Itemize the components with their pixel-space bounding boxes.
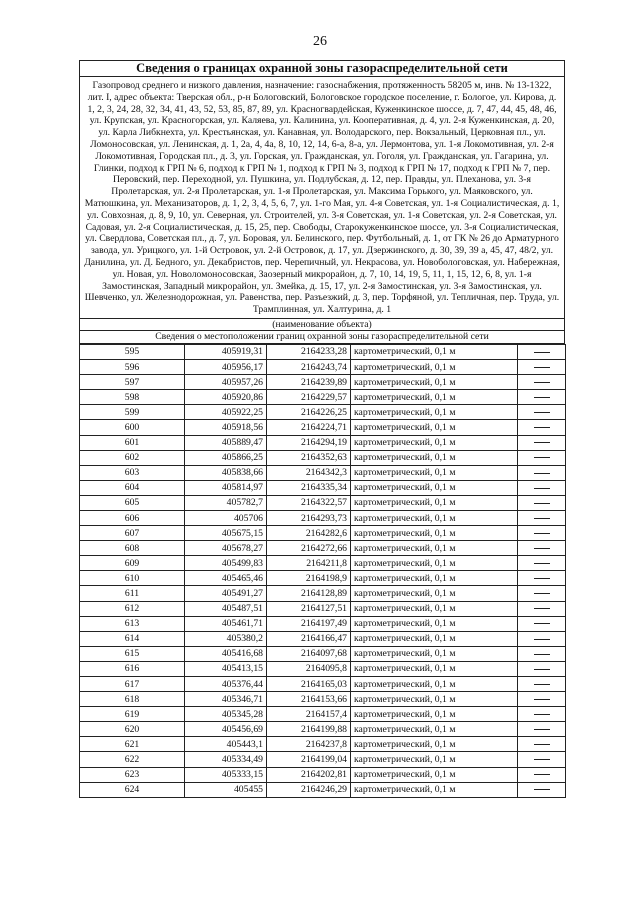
table-row bbox=[80, 375, 566, 390]
point-number: 602 bbox=[80, 450, 185, 465]
y-coordinate: 2164095,8 bbox=[267, 661, 351, 676]
point-number: 618 bbox=[80, 692, 185, 707]
determination-method: картометрический, 0,1 м bbox=[351, 661, 518, 676]
x-coordinate: 405487,51 bbox=[185, 601, 267, 616]
x-coordinate: 405380,2 bbox=[185, 631, 267, 646]
table-row bbox=[80, 692, 566, 707]
point-number: 614 bbox=[80, 631, 185, 646]
table-row bbox=[80, 616, 566, 631]
x-coordinate: 405678,27 bbox=[185, 541, 267, 556]
description-cell bbox=[518, 616, 566, 631]
description-cell bbox=[518, 541, 566, 556]
y-coordinate: 2164165,03 bbox=[267, 677, 351, 692]
description-cell bbox=[518, 737, 566, 752]
y-coordinate: 2164229,57 bbox=[267, 390, 351, 405]
description-cell bbox=[518, 556, 566, 571]
description-cell bbox=[518, 707, 566, 722]
determination-method: картометрический, 0,1 м bbox=[351, 601, 518, 616]
dash-mark bbox=[534, 397, 550, 398]
x-coordinate: 405918,56 bbox=[185, 420, 267, 435]
section-title: Сведения о границах охранной зоны газораспределительной сети bbox=[79, 60, 565, 77]
x-coordinate: 405461,71 bbox=[185, 616, 267, 631]
point-number: 598 bbox=[80, 390, 185, 405]
dash-mark bbox=[534, 352, 550, 353]
description-cell bbox=[518, 344, 566, 359]
determination-method: картометрический, 0,1 м bbox=[351, 737, 518, 752]
table-row bbox=[80, 390, 566, 405]
x-coordinate: 405957,26 bbox=[185, 375, 267, 390]
description-cell bbox=[518, 692, 566, 707]
point-number: 610 bbox=[80, 571, 185, 586]
y-coordinate: 2164157,4 bbox=[267, 707, 351, 722]
dash-mark bbox=[534, 639, 550, 640]
point-number: 605 bbox=[80, 495, 185, 510]
x-coordinate: 405416,68 bbox=[185, 646, 267, 661]
x-coordinate: 405413,15 bbox=[185, 661, 267, 676]
determination-method: картометрический, 0,1 м bbox=[351, 435, 518, 450]
dash-mark bbox=[534, 563, 550, 564]
point-number: 612 bbox=[80, 601, 185, 616]
determination-method: картометрический, 0,1 м bbox=[351, 360, 518, 375]
x-coordinate: 405889,47 bbox=[185, 435, 267, 450]
y-coordinate: 2164233,28 bbox=[267, 344, 351, 359]
y-coordinate: 2164243,74 bbox=[267, 360, 351, 375]
dash-mark bbox=[534, 382, 550, 383]
y-coordinate: 2164246,29 bbox=[267, 782, 351, 797]
point-number: 615 bbox=[80, 646, 185, 661]
description-cell bbox=[518, 405, 566, 420]
x-coordinate: 405499,83 bbox=[185, 556, 267, 571]
y-coordinate: 2164293,73 bbox=[267, 510, 351, 525]
dash-mark bbox=[534, 367, 550, 368]
table-row bbox=[80, 405, 566, 420]
description-cell bbox=[518, 465, 566, 480]
description-cell bbox=[518, 526, 566, 541]
x-coordinate: 405465,46 bbox=[185, 571, 267, 586]
y-coordinate: 2164335,34 bbox=[267, 480, 351, 495]
point-number: 613 bbox=[80, 616, 185, 631]
description-cell bbox=[518, 586, 566, 601]
x-coordinate: 405919,31 bbox=[185, 344, 267, 359]
table-row bbox=[80, 571, 566, 586]
dash-mark bbox=[534, 427, 550, 428]
point-number: 606 bbox=[80, 510, 185, 525]
description-cell bbox=[518, 571, 566, 586]
x-coordinate: 405956,17 bbox=[185, 360, 267, 375]
y-coordinate: 2164237,8 bbox=[267, 737, 351, 752]
point-number: 622 bbox=[80, 752, 185, 767]
determination-method: картометрический, 0,1 м bbox=[351, 480, 518, 495]
table-row bbox=[80, 586, 566, 601]
dash-mark bbox=[534, 608, 550, 609]
description-cell bbox=[518, 646, 566, 661]
page-number: 26 bbox=[313, 34, 327, 49]
determination-method: картометрический, 0,1 м bbox=[351, 692, 518, 707]
dash-mark bbox=[534, 473, 550, 474]
point-number: 607 bbox=[80, 526, 185, 541]
location-section-title: Сведения о местоположении границ охранной зоны газораспределительной сети bbox=[79, 331, 565, 344]
description-cell bbox=[518, 631, 566, 646]
table-row bbox=[80, 677, 566, 692]
dash-mark bbox=[534, 729, 550, 730]
table-row bbox=[80, 510, 566, 525]
table-row bbox=[80, 480, 566, 495]
x-coordinate: 405920,86 bbox=[185, 390, 267, 405]
point-number: 601 bbox=[80, 435, 185, 450]
x-coordinate: 405333,15 bbox=[185, 767, 267, 782]
determination-method: картометрический, 0,1 м bbox=[351, 510, 518, 525]
point-number: 596 bbox=[80, 360, 185, 375]
x-coordinate: 405782,7 bbox=[185, 495, 267, 510]
y-coordinate: 2164197,49 bbox=[267, 616, 351, 631]
x-coordinate: 405334,49 bbox=[185, 752, 267, 767]
determination-method: картометрический, 0,1 м bbox=[351, 722, 518, 737]
dash-mark bbox=[534, 714, 550, 715]
x-coordinate: 405346,71 bbox=[185, 692, 267, 707]
point-number: 604 bbox=[80, 480, 185, 495]
y-coordinate: 2164127,51 bbox=[267, 601, 351, 616]
dash-mark bbox=[534, 699, 550, 700]
determination-method: картометрический, 0,1 м bbox=[351, 707, 518, 722]
point-number: 609 bbox=[80, 556, 185, 571]
y-coordinate: 2164272,66 bbox=[267, 541, 351, 556]
dash-mark bbox=[534, 744, 550, 745]
dash-mark bbox=[534, 548, 550, 549]
determination-method: картометрический, 0,1 м bbox=[351, 405, 518, 420]
description-cell bbox=[518, 495, 566, 510]
description-cell bbox=[518, 390, 566, 405]
dash-mark bbox=[534, 789, 550, 790]
table-row bbox=[80, 450, 566, 465]
dash-mark bbox=[534, 759, 550, 760]
point-number: 597 bbox=[80, 375, 185, 390]
y-coordinate: 2164239,89 bbox=[267, 375, 351, 390]
table-row bbox=[80, 752, 566, 767]
table-row bbox=[80, 737, 566, 752]
dash-mark bbox=[534, 684, 550, 685]
determination-method: картометрический, 0,1 м bbox=[351, 344, 518, 359]
determination-method: картометрический, 0,1 м bbox=[351, 375, 518, 390]
description-cell bbox=[518, 752, 566, 767]
x-coordinate: 405345,28 bbox=[185, 707, 267, 722]
document-body bbox=[79, 60, 565, 798]
dash-mark bbox=[534, 488, 550, 489]
determination-method: картометрический, 0,1 м bbox=[351, 450, 518, 465]
determination-method: картометрический, 0,1 м bbox=[351, 556, 518, 571]
x-coordinate: 405838,66 bbox=[185, 465, 267, 480]
dash-mark bbox=[534, 593, 550, 594]
determination-method: картометрический, 0,1 м bbox=[351, 616, 518, 631]
description-cell bbox=[518, 510, 566, 525]
description-cell bbox=[518, 782, 566, 797]
x-coordinate: 405706 bbox=[185, 510, 267, 525]
table-row bbox=[80, 556, 566, 571]
point-number: 599 bbox=[80, 405, 185, 420]
point-number: 617 bbox=[80, 677, 185, 692]
y-coordinate: 2164282,6 bbox=[267, 526, 351, 541]
description-cell bbox=[518, 480, 566, 495]
determination-method: картометрический, 0,1 м bbox=[351, 541, 518, 556]
description-cell bbox=[518, 722, 566, 737]
x-coordinate: 405866,25 bbox=[185, 450, 267, 465]
determination-method: картометрический, 0,1 м bbox=[351, 631, 518, 646]
table-row bbox=[80, 465, 566, 480]
point-number: 611 bbox=[80, 586, 185, 601]
determination-method: картометрический, 0,1 м bbox=[351, 646, 518, 661]
object-description: Газопровод среднего и низкого давления, назначение: газоснабжения, протяженность 58205 м, инв. № 13-1322, лит. I, адрес объекта: Тверская обл., р-н Бологовский, Бологовское городское поселение, г. Бологое, ул. Кирова, д. 1, 2, 3, 24, 28, 32, 34, 41, 43, 52, 53, 85, 87, 89, ул. Красногвардейская, Куженкинское шоссе, д. 7, 47, 44, 45, 48, 46, ул. Крупская, ул. Красногорская, ул. Каляева, ул. Калинина, ул. Кооперативная, д. 4, ул. 2-я Куженкинская, д. 20, ул. Карла Либкнехта, ул. Крестьянская, ул. Канавная, ул. Володарского, пер. Вокзальный, Церковная пл., ул. Ломоносовская, ул. Ленинская, д. 1, 2а, 4, 4а, 8, 10, 12, 14, 6-а, 8-а, ул. Лермонтова, ул. 1-я Локомотивная, ул. 2-я Локомотивная, Городская пл., д. 3, ул. Горская, ул. Гражданская, ул. Гоголя, ул. Гражданская, ул. Гагарина, ул. Глинки, подход к ГРП № 6, подход к ГРП № 1, подход к ГРП № 3, подход к ГРП № 17, подход к ГРП № 7, пер. Перовский, пер. Переходной, ул. Пушкина, ул. Подлубская, д. 12, пер. Правды, ул. Плеханова, ул. 3-я Пролетарская, ул. 2-я Пролетарская, ул. 1-я Пролетарская, ул. Максима Горького, ул. Маяковского, ул. Матюшкина, ул. Механизаторов, д. 1, 2, 3, 4, 5, 6, 7, ул. 1-го Мая, ул. 4-я Советская, ул. 1-я Социалистическая, д. 1, ул. Совхозная, д. 8, 9, 10, ул. Северная, ул. Строителей, ул. 3-я Советская, ул. 1-я Советская, ул. 2-я Советская, ул. Садовая, ул. 2-я Социалистическая, д. 15, 25, пер. Свободы, Старокуженкинское шоссе, ул. 3-я Социалистическая, ул. Свердлова, Советская пл., д. 7, ул. Боровая, ул. Белинского, пер. Футбольный, д. 1, от ГК № 26 до Арматурного завода, ул. Урицкого, ул. 1-й Островок, ул. 2-й Островок, д. 17, ул. Дзержинского, д. 30, 39, 39 а, 45, 47, 48/2, ул. Данилина, ул. Д. Бедного, ул. Декабристов, пер. Черепичный, ул. Некрасова, ул. Новобологовская, ул. Набережная, ул. Новая, ул. Новоломоносовская, Заозерный микрорайон, д. 7, 10, 14, 19, 5, 11, 1, 15, 12, 6, 8, ул. 1-я Замостинская, Западный микрорайон, ул. Змейка, д. 15, 17, ул. 2-я Замостинская, ул. 3-я Замостинская, ул. Шевченко, ул. Железнодорожная, ул. Равенства, пер. Разъезжий, д. 3, пер. Торфяной, ул. Тепличная, пер. Труда, ул. Трамплинная, ул. Халтурина, д. 1 bbox=[79, 77, 565, 319]
point-number: 603 bbox=[80, 465, 185, 480]
y-coordinate: 2164166,47 bbox=[267, 631, 351, 646]
determination-method: картометрический, 0,1 м bbox=[351, 390, 518, 405]
table-row bbox=[80, 360, 566, 375]
table-row bbox=[80, 601, 566, 616]
determination-method: картометрический, 0,1 м bbox=[351, 571, 518, 586]
dash-mark bbox=[534, 623, 550, 624]
dash-mark bbox=[534, 533, 550, 534]
y-coordinate: 2164128,89 bbox=[267, 586, 351, 601]
description-cell bbox=[518, 360, 566, 375]
point-number: 623 bbox=[80, 767, 185, 782]
description-cell bbox=[518, 601, 566, 616]
x-coordinate: 405814,97 bbox=[185, 480, 267, 495]
determination-method: картометрический, 0,1 м bbox=[351, 586, 518, 601]
dash-mark bbox=[534, 457, 550, 458]
y-coordinate: 2164294,19 bbox=[267, 435, 351, 450]
x-coordinate: 405922,25 bbox=[185, 405, 267, 420]
y-coordinate: 2164199,04 bbox=[267, 752, 351, 767]
table-row bbox=[80, 344, 566, 359]
coordinates-table bbox=[79, 344, 566, 798]
point-number: 595 bbox=[80, 344, 185, 359]
point-number: 621 bbox=[80, 737, 185, 752]
x-coordinate: 405491,27 bbox=[185, 586, 267, 601]
table-row bbox=[80, 707, 566, 722]
table-row bbox=[80, 722, 566, 737]
x-coordinate: 405456,69 bbox=[185, 722, 267, 737]
y-coordinate: 2164202,81 bbox=[267, 767, 351, 782]
description-cell bbox=[518, 375, 566, 390]
y-coordinate: 2164198,9 bbox=[267, 571, 351, 586]
point-number: 624 bbox=[80, 782, 185, 797]
determination-method: картометрический, 0,1 м bbox=[351, 526, 518, 541]
dash-mark bbox=[534, 412, 550, 413]
description-cell bbox=[518, 661, 566, 676]
table-row bbox=[80, 495, 566, 510]
x-coordinate: 405675,15 bbox=[185, 526, 267, 541]
x-coordinate: 405443,1 bbox=[185, 737, 267, 752]
determination-method: картометрический, 0,1 м bbox=[351, 420, 518, 435]
description-cell bbox=[518, 450, 566, 465]
description-cell bbox=[518, 767, 566, 782]
object-name-caption: (наименование объекта) bbox=[79, 319, 565, 331]
x-coordinate: 405376,44 bbox=[185, 677, 267, 692]
table-row bbox=[80, 526, 566, 541]
determination-method: картометрический, 0,1 м bbox=[351, 752, 518, 767]
table-row bbox=[80, 420, 566, 435]
y-coordinate: 2164224,71 bbox=[267, 420, 351, 435]
dash-mark bbox=[534, 503, 550, 504]
dash-mark bbox=[534, 578, 550, 579]
table-row bbox=[80, 646, 566, 661]
table-row bbox=[80, 767, 566, 782]
y-coordinate: 2164322,57 bbox=[267, 495, 351, 510]
determination-method: картометрический, 0,1 м bbox=[351, 465, 518, 480]
y-coordinate: 2164342,3 bbox=[267, 465, 351, 480]
point-number: 608 bbox=[80, 541, 185, 556]
table-row bbox=[80, 631, 566, 646]
point-number: 620 bbox=[80, 722, 185, 737]
point-number: 616 bbox=[80, 661, 185, 676]
dash-mark bbox=[534, 669, 550, 670]
table-row bbox=[80, 541, 566, 556]
table-row bbox=[80, 435, 566, 450]
point-number: 619 bbox=[80, 707, 185, 722]
dash-mark bbox=[534, 774, 550, 775]
description-cell bbox=[518, 677, 566, 692]
y-coordinate: 2164199,88 bbox=[267, 722, 351, 737]
y-coordinate: 2164226,25 bbox=[267, 405, 351, 420]
determination-method: картометрический, 0,1 м bbox=[351, 767, 518, 782]
dash-mark bbox=[534, 654, 550, 655]
y-coordinate: 2164352,63 bbox=[267, 450, 351, 465]
determination-method: картометрический, 0,1 м bbox=[351, 677, 518, 692]
table-row bbox=[80, 782, 566, 797]
description-cell bbox=[518, 420, 566, 435]
y-coordinate: 2164097,68 bbox=[267, 646, 351, 661]
point-number: 600 bbox=[80, 420, 185, 435]
determination-method: картометрический, 0,1 м bbox=[351, 782, 518, 797]
description-cell bbox=[518, 435, 566, 450]
x-coordinate: 405455 bbox=[185, 782, 267, 797]
determination-method: картометрический, 0,1 м bbox=[351, 495, 518, 510]
dash-mark bbox=[534, 518, 550, 519]
dash-mark bbox=[534, 442, 550, 443]
y-coordinate: 2164153,66 bbox=[267, 692, 351, 707]
table-row bbox=[80, 661, 566, 676]
y-coordinate: 2164211,8 bbox=[267, 556, 351, 571]
